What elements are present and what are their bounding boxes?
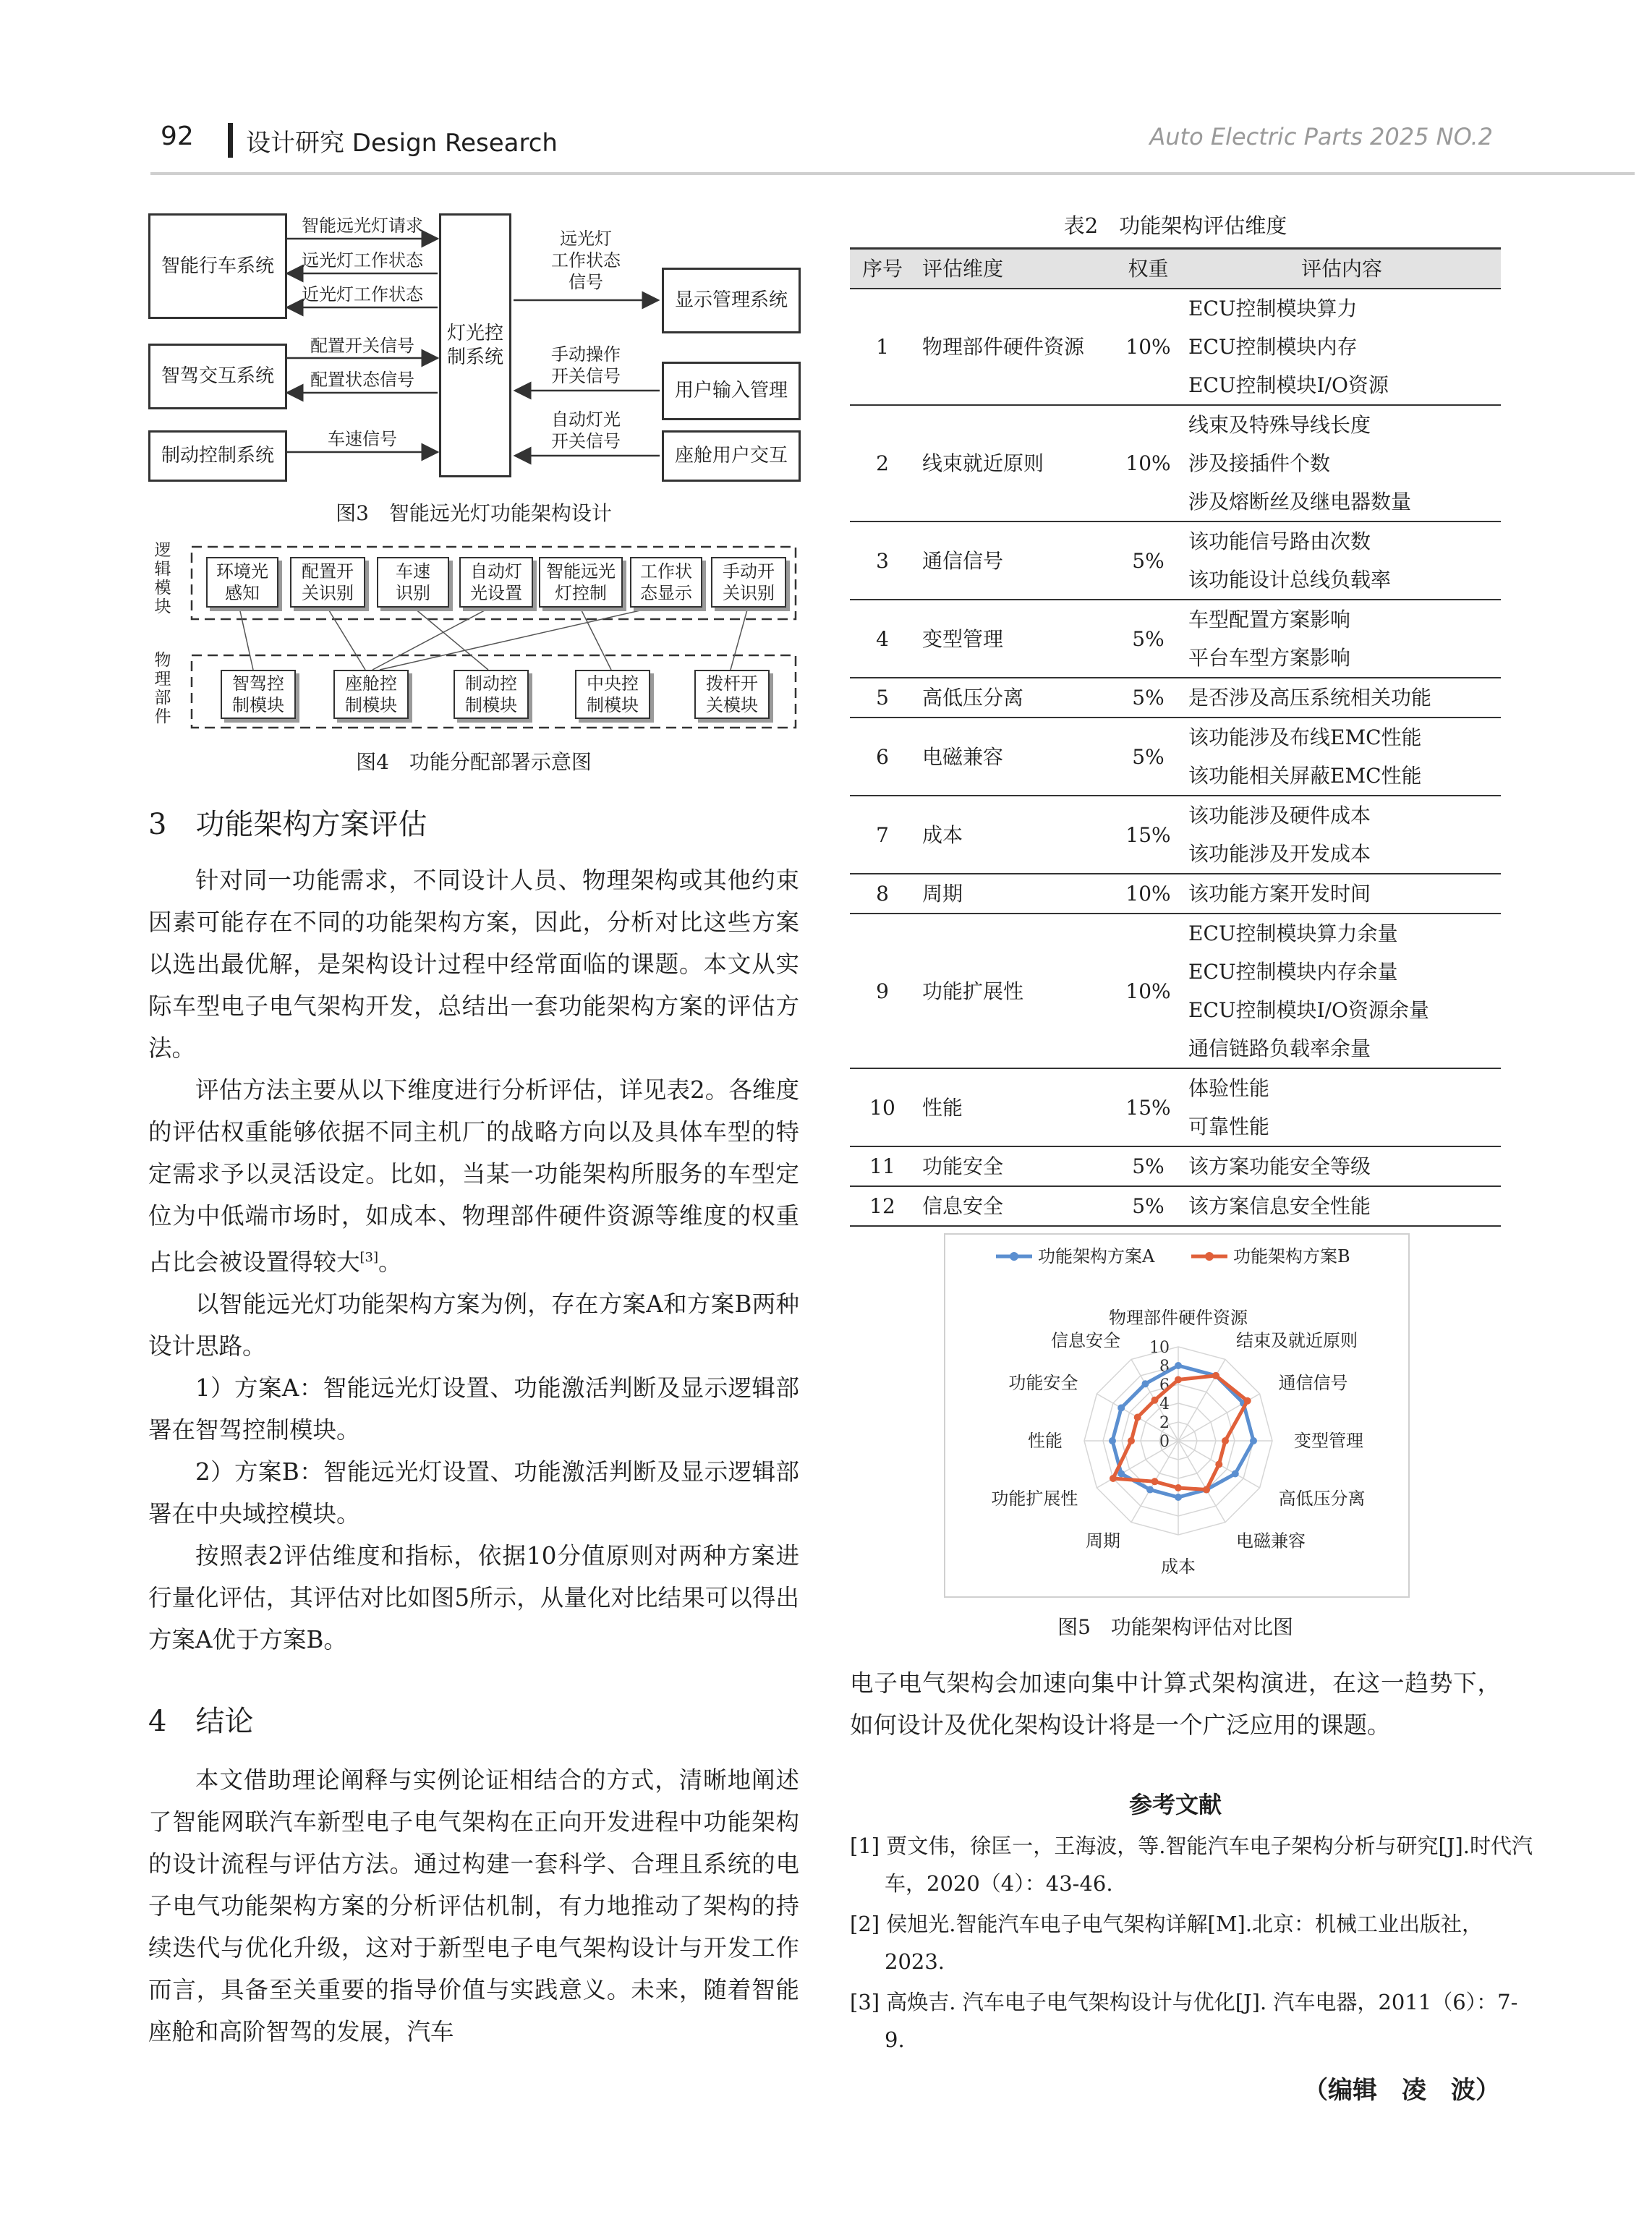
radar-category-label: 信息安全 (1051, 1330, 1120, 1351)
paragraph-end: 。 (378, 1248, 402, 1276)
journal-name: Auto Electric Parts 2025 NO.2 (1149, 123, 1493, 150)
radar-series-point (1128, 1437, 1135, 1444)
radar-series-point (1232, 1470, 1239, 1478)
header-rule (150, 172, 1635, 175)
radar-series-point (1134, 1414, 1141, 1421)
table-cell-content: 平台车型方案影响 (1183, 639, 1501, 678)
table-cell-weight: 10% (1114, 874, 1183, 914)
table-cell-dim: 周期 (915, 874, 1114, 914)
table-cell-content: ECU控制模块I/O资源余量 (1188, 998, 1429, 1022)
table-cell-weight: 10% (1114, 914, 1183, 1068)
editor-credit: （编辑 凌 波） (1303, 2076, 1500, 2105)
table-cell-no: 3 (850, 522, 915, 600)
paragraph: 电子电气架构会加速向集中计算式架构演进，在这一趋势下，如何设计及优化架构设计将是一个广泛应用的课题。 (850, 1669, 1501, 1739)
references-title: 参考文献 (1128, 1791, 1222, 1818)
table-row (850, 1146, 1501, 1186)
radar-category-label: 物理部件硬件资源 (1109, 1308, 1248, 1328)
table-cell-dim: 物理部件硬件资源 (915, 289, 1114, 405)
reference-item: [2] 侯旭光.智能汽车电子电气架构详解[M].北京：机械工业出版社，2023. (850, 1912, 1483, 1974)
radar-series-point (1151, 1478, 1159, 1485)
table-cell-weight: 5% (1114, 1146, 1183, 1186)
signal-label: 自动灯光 开关信号 (551, 409, 621, 451)
table-row (850, 718, 1501, 757)
table-cell-dim: 变型管理 (915, 600, 1114, 678)
radar-series-point (1151, 1397, 1159, 1404)
table-cell-content: 该方案功能安全等级 (1183, 1146, 1501, 1186)
legend-marker (1205, 1252, 1214, 1261)
table-cell-dim: 线束就近原则 (915, 405, 1114, 522)
radar-tick-label: 4 (1159, 1395, 1170, 1413)
radar-series-point (1203, 1486, 1210, 1494)
radar-category-label: 通信信号 (1278, 1373, 1348, 1393)
table-row (850, 678, 1501, 718)
radar-tick-label: 0 (1159, 1433, 1170, 1451)
radar-series-point (1215, 1461, 1222, 1468)
box-light-control-system: 灯光控制系统 (439, 213, 511, 477)
signal-label: 手动操作 开关信号 (551, 344, 621, 386)
table-cell-weight: 5% (1114, 600, 1183, 678)
figure-4 (148, 541, 799, 736)
table-header: 权重 (1114, 249, 1183, 289)
paragraph: 以智能远光灯功能架构方案为例，存在方案A和方案B两种设计思路。 (148, 1290, 799, 1360)
paragraph: 2）方案B：智能远光灯设置、功能激活判断及显示逻辑部署在中央域控模块。 (148, 1457, 799, 1528)
table-cell-weight: 5% (1114, 522, 1183, 600)
figure-3-caption: 图3 智能远光灯功能架构设计 (336, 501, 612, 525)
radar-category-label: 功能扩展性 (991, 1489, 1078, 1509)
paragraph: 按照表2评估维度和指标，依据10分值原则对两种方案进行量化评估，其评估对比如图5所示，从量化对比结果可以得出方案A优于方案B。 (148, 1541, 799, 1653)
table-cell-content: ECU控制模块I/O资源 (1183, 366, 1501, 405)
physical-module: 智驾控 制模块 (221, 670, 296, 719)
box-cabin-user-interaction: 座舱用户交互 (662, 430, 801, 482)
signal-label: 远光灯工作状态 (302, 250, 423, 271)
conclusion-body (148, 1759, 799, 2053)
table-cell-no: 8 (850, 874, 915, 914)
section-3-heading: 3 功能架构方案评估 (148, 808, 427, 841)
radar-series-point (1212, 1372, 1219, 1379)
page-number: 92 (161, 122, 194, 151)
logic-module-label: 逻 辑 模 块 (154, 541, 171, 616)
radar-series-point (1109, 1437, 1116, 1444)
table-cell-weight: 15% (1114, 796, 1183, 874)
logic-module: 手动开 关识别 (711, 557, 786, 608)
table-row (850, 796, 1501, 835)
figure-5-caption: 图5 功能架构评估对比图 (1057, 1615, 1293, 1639)
radar-category-label: 变型管理 (1294, 1431, 1363, 1451)
signal-label: 车速信号 (328, 429, 397, 449)
table-cell-dim: 功能安全 (915, 1146, 1114, 1186)
paragraph-text: 评估方法主要从以下维度进行分析评估，详见表2。各维度的评估权重能够依据不同主机厂的战略方向以及具体车型的特定需求予以灵活设定。比如，当某一功能架构所服务的车型定位为中低端市场时，如成本、物理部件硬件资源等维度的权重占比会被设置得较大 (148, 1076, 799, 1276)
table-cell-weight: 5% (1114, 678, 1183, 718)
table-row (850, 1186, 1501, 1226)
table-body (850, 289, 1501, 1226)
table-cell-weight: 15% (1114, 1068, 1183, 1146)
signal-label: 配置状态信号 (310, 370, 414, 390)
table-row (850, 405, 1501, 444)
table-cell-content: 可靠性能 (1183, 1107, 1501, 1146)
radar-tick-label: 2 (1159, 1414, 1170, 1432)
table-row (850, 600, 1501, 639)
legend-label: 功能架构方案B (1233, 1246, 1350, 1266)
table-cell-dim: 高低压分离 (915, 678, 1114, 718)
logic-module: 自动灯 光设置 (459, 557, 533, 608)
legend-marker (1010, 1252, 1018, 1261)
table-cell-content: 该功能设计总线负载率 (1183, 561, 1501, 600)
radar-category-label: 电磁兼容 (1236, 1531, 1306, 1551)
signal-label: 远光灯 工作状态 信号 (551, 229, 621, 292)
radar-category-label: 高低压分离 (1278, 1489, 1366, 1509)
physical-module: 中央控 制模块 (575, 670, 650, 719)
radar-chart (945, 1235, 1408, 1596)
table-cell-weight: 10% (1114, 405, 1183, 522)
table-row (850, 874, 1501, 914)
signal-label: 智能远光灯请求 (302, 216, 423, 236)
header-divider-bar (228, 123, 233, 158)
box-brake-control-system: 制动控制系统 (148, 430, 287, 482)
table-cell-no: 6 (850, 718, 915, 796)
evaluation-table (850, 247, 1501, 1227)
table-cell-content: ECU控制模块内存 (1188, 335, 1358, 359)
radar-category-label: 性能 (1028, 1431, 1063, 1451)
physical-module: 座舱控 制模块 (333, 670, 409, 719)
table-cell-dim: 通信信号 (915, 522, 1114, 600)
table-header: 评估维度 (915, 249, 1114, 289)
table-cell-content: 通信链路负载率余量 (1183, 1029, 1501, 1068)
physical-module: 制动控 制模块 (454, 670, 529, 719)
table-cell-no: 10 (850, 1068, 915, 1146)
radar-series-point (1146, 1486, 1154, 1494)
table-cell-no: 2 (850, 405, 915, 522)
radar-tick-label: 6 (1159, 1376, 1170, 1395)
table-cell-content: 该功能信号路由次数 (1188, 529, 1371, 553)
table-cell-weight: 10% (1114, 289, 1183, 405)
table-cell-content: 涉及熔断丝及继电器数量 (1183, 482, 1501, 522)
citation: [3] (359, 1250, 379, 1265)
box-user-input-management: 用户输入管理 (662, 362, 801, 420)
box-smart-driving-system: 智能行车系统 (148, 213, 287, 319)
table-cell-no: 11 (850, 1146, 915, 1186)
table-cell-content: ECU控制模块算力 (1188, 297, 1358, 320)
radar-tick-label: 8 (1159, 1358, 1170, 1376)
radar-series-point (1250, 1437, 1257, 1444)
table-cell-content: 该功能涉及布线EMC性能 (1188, 725, 1422, 749)
legend-label: 功能架构方案A (1038, 1246, 1155, 1266)
radar-series-point (1117, 1405, 1125, 1412)
table-2-title: 表2 功能架构评估维度 (1063, 213, 1287, 238)
table-cell-content: 线束及特殊导线长度 (1188, 413, 1371, 437)
table-cell-content: 该方案信息安全性能 (1183, 1186, 1501, 1226)
physical-part-label: 物 理 部 件 (154, 651, 171, 726)
radar-series-point (1110, 1475, 1117, 1482)
physical-module: 拨杆开 关模块 (694, 670, 770, 719)
logic-module: 配置开 关识别 (290, 557, 365, 608)
logic-module: 环境光 感知 (206, 557, 278, 608)
table-cell-no: 5 (850, 678, 915, 718)
radar-series-point (1117, 1470, 1125, 1478)
table-cell-content: ECU控制模块内存余量 (1188, 960, 1398, 984)
paragraph: 1）方案A：智能远光灯设置、功能激活判断及显示逻辑部署在智驾控制模块。 (148, 1374, 799, 1444)
table-cell-dim: 电磁兼容 (915, 718, 1114, 796)
radar-category-label: 成本 (1161, 1557, 1196, 1577)
table-cell-dim: 信息安全 (915, 1186, 1114, 1226)
logic-module: 工作状 态显示 (630, 557, 702, 608)
table-cell-no: 7 (850, 796, 915, 874)
radar-category-label: 结束及就近原则 (1236, 1330, 1358, 1351)
signal-label: 配置开关信号 (310, 336, 414, 356)
paragraph (148, 1069, 799, 1283)
radar-category-label: 功能安全 (1008, 1373, 1078, 1393)
figure-5-frame (944, 1233, 1410, 1598)
figure-4-caption: 图4 功能分配部署示意图 (356, 750, 592, 774)
table-cell-content: 该功能方案开发时间 (1183, 874, 1501, 914)
radar-series-point (1175, 1362, 1182, 1369)
table-cell-content: 该功能相关屏蔽EMC性能 (1183, 757, 1501, 796)
table-cell-no: 4 (850, 600, 915, 678)
table-cell-no: 12 (850, 1186, 915, 1226)
radar-series-point (1175, 1376, 1182, 1384)
table-cell-dim: 性能 (915, 1068, 1114, 1146)
table-row (850, 522, 1501, 561)
reference-item: [3] 高焕吉. 汽车电子电气架构设计与优化[J]. 汽车电器，2011（6）：7-9. (850, 1990, 1518, 2052)
table-row (850, 1068, 1501, 1107)
box-driving-interaction-system: 智驾交互系统 (148, 344, 287, 409)
table-cell-content: 该功能涉及开发成本 (1183, 835, 1501, 874)
header-section-title: 设计研究 Design Research (246, 129, 558, 158)
right-column-body (850, 1662, 1501, 1746)
table-header: 评估内容 (1183, 249, 1501, 289)
table-cell-content: 是否涉及高压系统相关功能 (1183, 678, 1501, 718)
signal-label: 近光灯工作状态 (302, 284, 423, 305)
table-cell-weight: 5% (1114, 1186, 1183, 1226)
paragraph: 本文借助理论阐释与实例论证相结合的方式，清晰地阐述了智能网联汽车新型电子电气架构在正向开发进程中功能架构的设计流程与评估方法。通过构建一套科学、合理且系统的电子电气功能架构方案的分析评估机制，有力地推动了架构的持续迭代与优化升级，这对于新型电子电气架构设计与开发工作而言，具备至关重要的指导价值与实践意义。未来，随着智能座舱和高阶智驾的发展，汽车 (148, 1766, 799, 2045)
logic-module: 车速 识别 (377, 557, 449, 608)
radar-series-point (1175, 1484, 1182, 1491)
table-row (850, 289, 1501, 328)
table-cell-dim: 成本 (915, 796, 1114, 874)
radar-tick-label: 10 (1149, 1339, 1170, 1357)
radar-series-point (1175, 1494, 1182, 1501)
section-4-heading: 4 结论 (148, 1705, 254, 1738)
table-header: 序号 (850, 249, 915, 289)
table-cell-content: ECU控制模块算力余量 (1188, 921, 1398, 945)
radar-series-point (1142, 1380, 1149, 1387)
box-display-management: 显示管理系统 (662, 268, 801, 333)
table-row (850, 914, 1501, 953)
table-cell-dim: 功能扩展性 (915, 914, 1114, 1068)
reference-item: [1] 贾文伟，徐匡一，王海波，等.智能汽车电子架构分析与研究[J].时代汽车，2020（4）：43-46. (850, 1834, 1533, 1896)
table-cell-no: 1 (850, 289, 915, 405)
paragraph: 针对同一功能需求，不同设计人员、物理架构或其他约束因素可能存在不同的功能架构方案，因此，分析对比这些方案以选出最优解，是架构设计过程中经常面临的课题。本文从实际车型电子电气架构开发，总结出一套功能架构方案的评估方法。 (148, 867, 799, 1062)
table-cell-content: 体验性能 (1188, 1076, 1270, 1100)
left-column-body (148, 859, 799, 1661)
table-cell-no: 9 (850, 914, 915, 1068)
table-cell-content: 车型配置方案影响 (1188, 608, 1351, 631)
radar-category-label: 周期 (1086, 1531, 1120, 1551)
logic-module: 智能远光 灯控制 (539, 557, 623, 608)
table-cell-weight: 5% (1114, 718, 1183, 796)
table-cell-content: 该功能涉及硬件成本 (1188, 804, 1371, 827)
figure-3 (148, 213, 799, 495)
radar-series-point (1244, 1397, 1251, 1405)
radar-series-point (1222, 1437, 1229, 1444)
table-cell-content: 涉及接插件个数 (1188, 451, 1331, 475)
